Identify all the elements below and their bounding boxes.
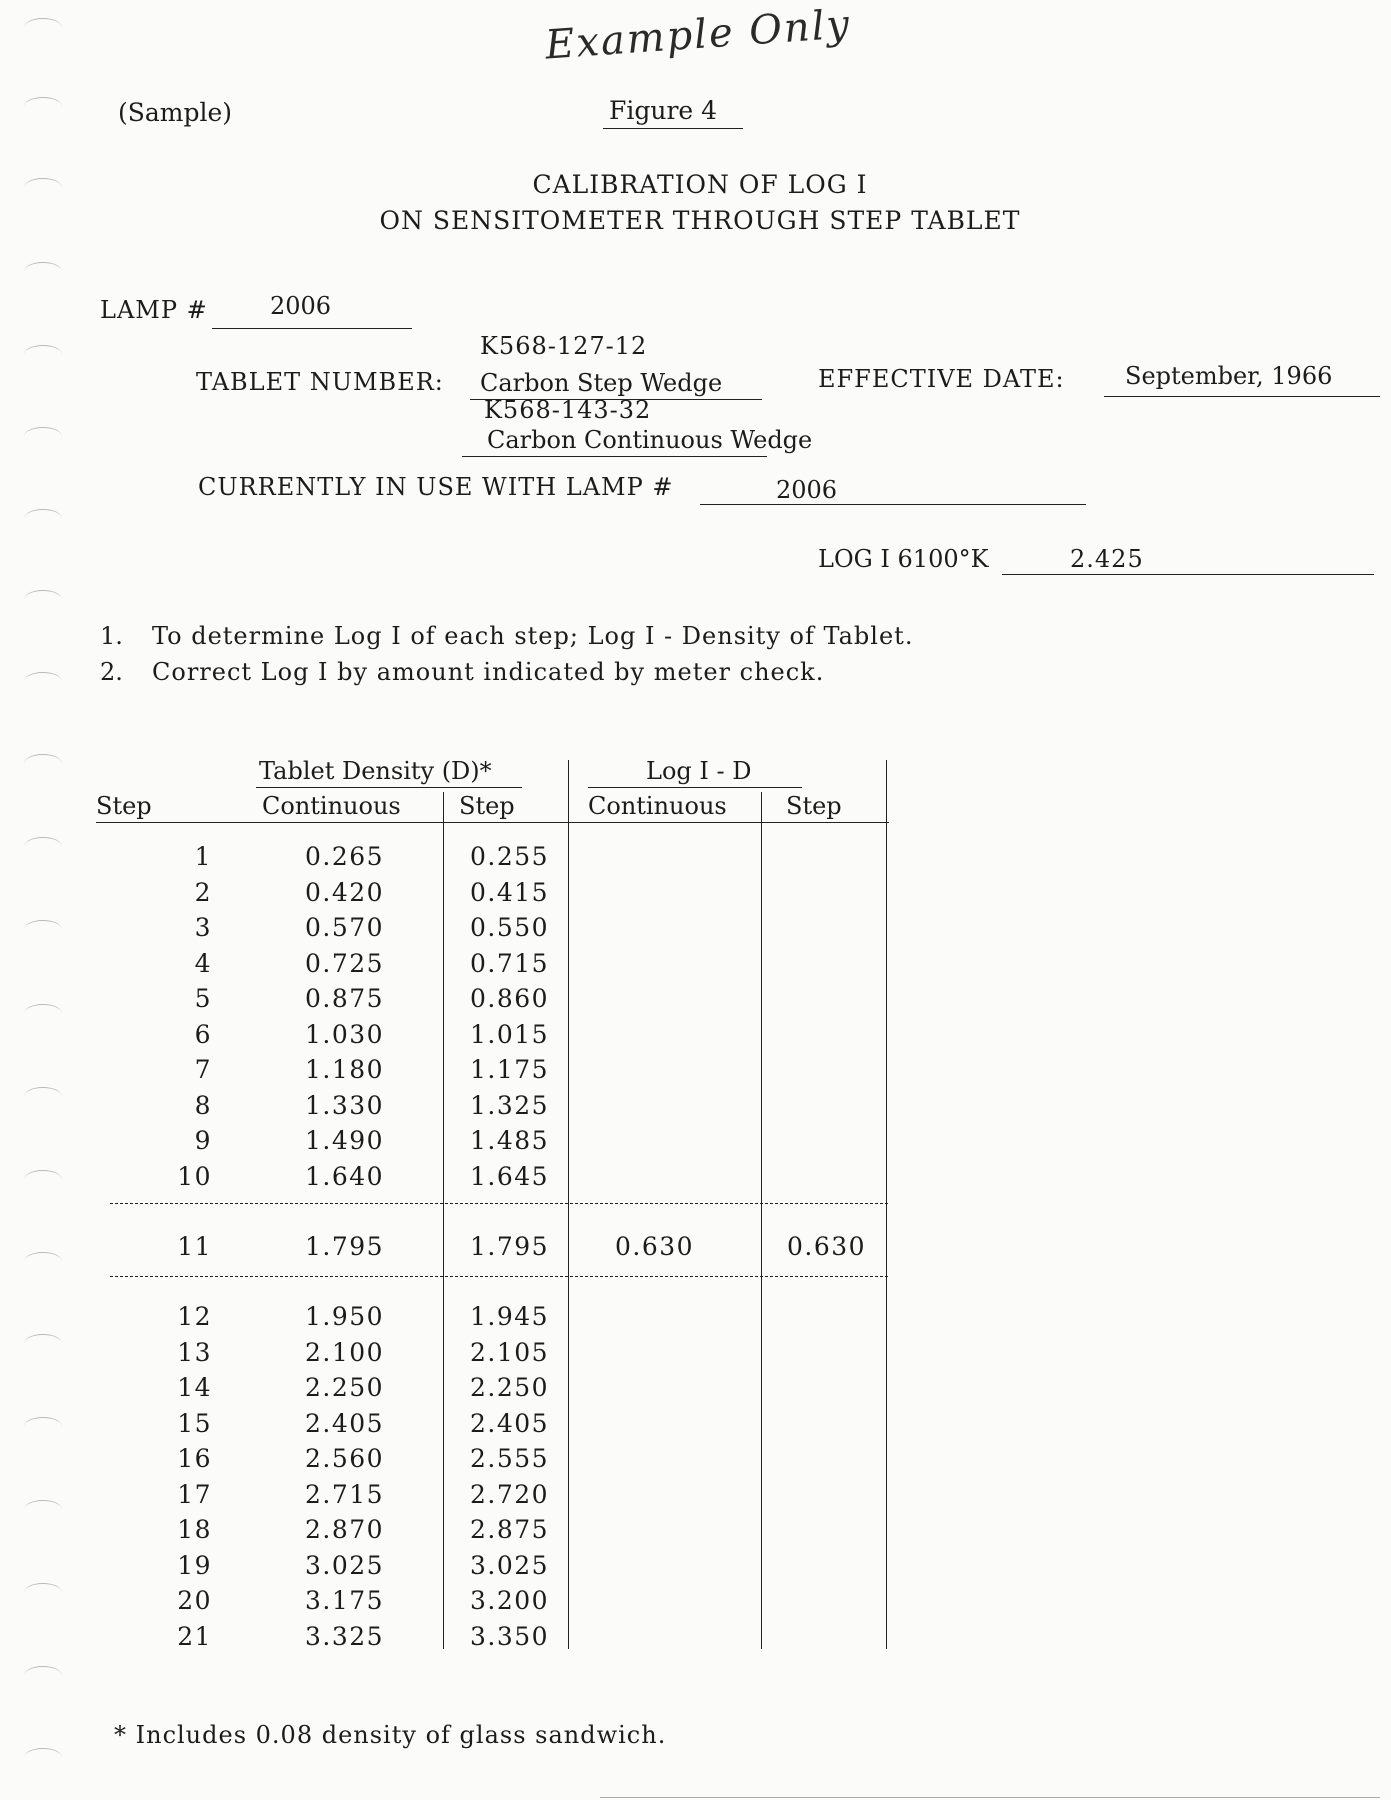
tablet-cont-number: K568-143-32 <box>484 396 652 424</box>
col-divider-main <box>568 760 569 1649</box>
lamp-value: 2006 <box>270 292 332 320</box>
tablet-cont-underline <box>462 456 767 457</box>
cell-stp: 1.015 <box>470 1019 550 1049</box>
cell-cont: 0.420 <box>305 877 385 907</box>
cell-stp: 2.250 <box>470 1373 550 1402</box>
cell-step: 20 <box>177 1586 212 1615</box>
header-continuous: Continuous <box>262 792 401 820</box>
punch-mark <box>24 1252 62 1271</box>
title-line-2: ON SENSITOMETER THROUGH STEP TABLET <box>379 206 1021 235</box>
punch-mark <box>24 178 62 197</box>
cell-cont: 1.795 <box>305 1232 385 1261</box>
cell-step: 2 <box>194 877 212 907</box>
punch-mark <box>24 1666 62 1685</box>
cell-cont: 2.560 <box>305 1444 385 1473</box>
cell-cont: 1.490 <box>305 1126 385 1155</box>
punch-mark <box>24 345 62 364</box>
cell-cont: 2.250 <box>305 1373 385 1402</box>
cell-step: 9 <box>194 1126 212 1155</box>
tablet-label: TABLET NUMBER: <box>196 368 444 396</box>
cell-step: 11 <box>177 1232 212 1261</box>
cell-cont: 2.100 <box>305 1337 385 1367</box>
footnote: * Includes 0.08 density of glass sandwich. <box>114 1721 667 1749</box>
cell-step: 3 <box>194 913 212 942</box>
log-i-label: LOG I 6100°K <box>818 545 989 573</box>
cell-stp: 1.485 <box>470 1126 550 1155</box>
header-log-i-d: Log I - D <box>646 757 752 785</box>
tablet-step-number: K568-127-12 <box>480 332 648 360</box>
dashed-rule-upper <box>110 1203 888 1204</box>
cell-stp: 0.415 <box>470 877 550 907</box>
cell-stp: 0.550 <box>470 913 550 942</box>
cell-cont: 0.875 <box>305 984 385 1013</box>
punch-mark <box>24 1583 62 1602</box>
tablet-cont-name: Carbon Continuous Wedge <box>487 426 813 454</box>
in-use-value: 2006 <box>776 476 838 504</box>
cell-cont: 3.175 <box>305 1586 385 1615</box>
cell-cont: 2.715 <box>305 1479 385 1509</box>
instruction-1-text: To determine Log I of each step; Log I - Density of Tablet. <box>152 622 914 650</box>
cell-cont: 2.405 <box>305 1408 385 1438</box>
cell-step: 8 <box>194 1090 212 1120</box>
log-i-value: 2.425 <box>1070 545 1144 573</box>
header-continuous-logi: Continuous <box>588 792 727 820</box>
cell-stp: 3.350 <box>470 1621 550 1651</box>
cell-logi-cont: 0.630 <box>615 1232 695 1261</box>
cell-step: 13 <box>177 1337 212 1367</box>
cell-step: 6 <box>194 1019 212 1049</box>
cell-cont: 1.640 <box>305 1161 385 1191</box>
in-use-label: CURRENTLY IN USE WITH LAMP # <box>198 473 674 501</box>
cell-step: 10 <box>177 1161 212 1191</box>
punch-mark <box>24 262 62 281</box>
cell-stp: 2.105 <box>470 1337 550 1367</box>
punch-mark <box>24 97 62 116</box>
cell-step: 17 <box>177 1479 212 1509</box>
figure-label: Figure 4 <box>609 96 718 125</box>
punch-mark <box>24 837 62 856</box>
handwritten-note: Example Only <box>543 1 853 69</box>
title-line-1: CALIBRATION OF LOG I <box>532 170 868 199</box>
punch-mark <box>24 1417 62 1436</box>
cell-stp: 3.025 <box>470 1550 550 1580</box>
cell-step: 19 <box>177 1550 212 1580</box>
cell-stp: 1.795 <box>470 1232 550 1261</box>
cell-cont: 2.870 <box>305 1515 385 1544</box>
tablet-step-name: Carbon Step Wedge <box>480 369 723 397</box>
punch-mark <box>24 509 62 528</box>
bottom-edge-line <box>600 1797 1380 1798</box>
cell-stp: 1.325 <box>470 1090 550 1120</box>
cell-step: 21 <box>177 1621 212 1651</box>
header-density-underline <box>256 787 522 788</box>
punch-mark <box>24 1748 62 1767</box>
header-step: Step <box>96 792 152 820</box>
cell-cont: 0.570 <box>305 913 385 942</box>
cell-stp: 2.405 <box>470 1408 550 1438</box>
in-use-underline <box>700 504 1086 505</box>
cell-step: 14 <box>177 1373 212 1402</box>
cell-stp: 1.645 <box>470 1161 550 1191</box>
cell-logi-step: 0.630 <box>787 1232 867 1261</box>
figure-underline <box>603 128 743 129</box>
cell-cont: 3.025 <box>305 1550 385 1580</box>
instruction-2-number: 2. <box>100 658 123 686</box>
effective-date-value: September, 1966 <box>1125 362 1333 390</box>
cell-stp: 1.945 <box>470 1302 550 1331</box>
lamp-underline <box>212 328 412 329</box>
punch-mark <box>24 1500 62 1519</box>
cell-step: 1 <box>194 842 212 871</box>
cell-stp: 1.175 <box>470 1055 550 1084</box>
cell-stp: 2.555 <box>470 1444 550 1473</box>
effective-date-underline <box>1104 396 1380 397</box>
cell-step: 5 <box>194 984 212 1013</box>
log-i-underline <box>1002 574 1374 575</box>
punch-mark <box>24 18 62 37</box>
punch-mark <box>24 1170 62 1189</box>
col-divider-density <box>443 792 444 1649</box>
header-step-logi: Step <box>786 792 842 820</box>
dashed-rule-lower <box>110 1276 888 1277</box>
cell-cont: 1.180 <box>305 1055 385 1084</box>
cell-stp: 0.255 <box>470 842 550 871</box>
cell-stp: 2.720 <box>470 1479 550 1509</box>
punch-mark <box>24 1334 62 1353</box>
effective-date-label: EFFECTIVE DATE: <box>818 365 1065 393</box>
cell-cont: 0.725 <box>305 948 385 978</box>
header-logi-underline <box>588 787 802 788</box>
punch-mark <box>24 1004 62 1023</box>
cell-step: 18 <box>177 1515 212 1544</box>
cell-stp: 3.200 <box>470 1586 550 1615</box>
cell-step: 16 <box>177 1444 212 1473</box>
cell-cont: 1.330 <box>305 1090 385 1120</box>
header-bottom-rule <box>96 822 889 823</box>
punch-mark <box>24 672 62 691</box>
instruction-2-text: Correct Log I by amount indicated by meter check. <box>152 658 825 686</box>
lamp-label: LAMP # <box>100 296 208 324</box>
cell-step: 7 <box>194 1055 212 1084</box>
instruction-1-number: 1. <box>100 622 123 650</box>
cell-step: 12 <box>177 1302 212 1331</box>
cell-cont: 1.030 <box>305 1019 385 1049</box>
cell-cont: 3.325 <box>305 1621 385 1651</box>
cell-stp: 2.875 <box>470 1515 550 1544</box>
header-tablet-density: Tablet Density (D)* <box>259 757 492 785</box>
punch-mark <box>24 590 62 609</box>
header-step-density: Step <box>459 792 515 820</box>
punch-mark <box>24 427 62 446</box>
cell-cont: 1.950 <box>305 1302 385 1331</box>
punch-mark <box>24 1087 62 1106</box>
cell-stp: 0.860 <box>470 984 550 1013</box>
cell-step: 15 <box>177 1408 212 1438</box>
cell-cont: 0.265 <box>305 842 385 871</box>
col-divider-right <box>886 760 887 1649</box>
col-divider-logi <box>761 792 762 1649</box>
sample-label: (Sample) <box>118 98 233 127</box>
cell-step: 4 <box>194 948 212 978</box>
punch-mark <box>24 754 62 773</box>
punch-mark <box>24 920 62 939</box>
cell-stp: 0.715 <box>470 948 550 978</box>
